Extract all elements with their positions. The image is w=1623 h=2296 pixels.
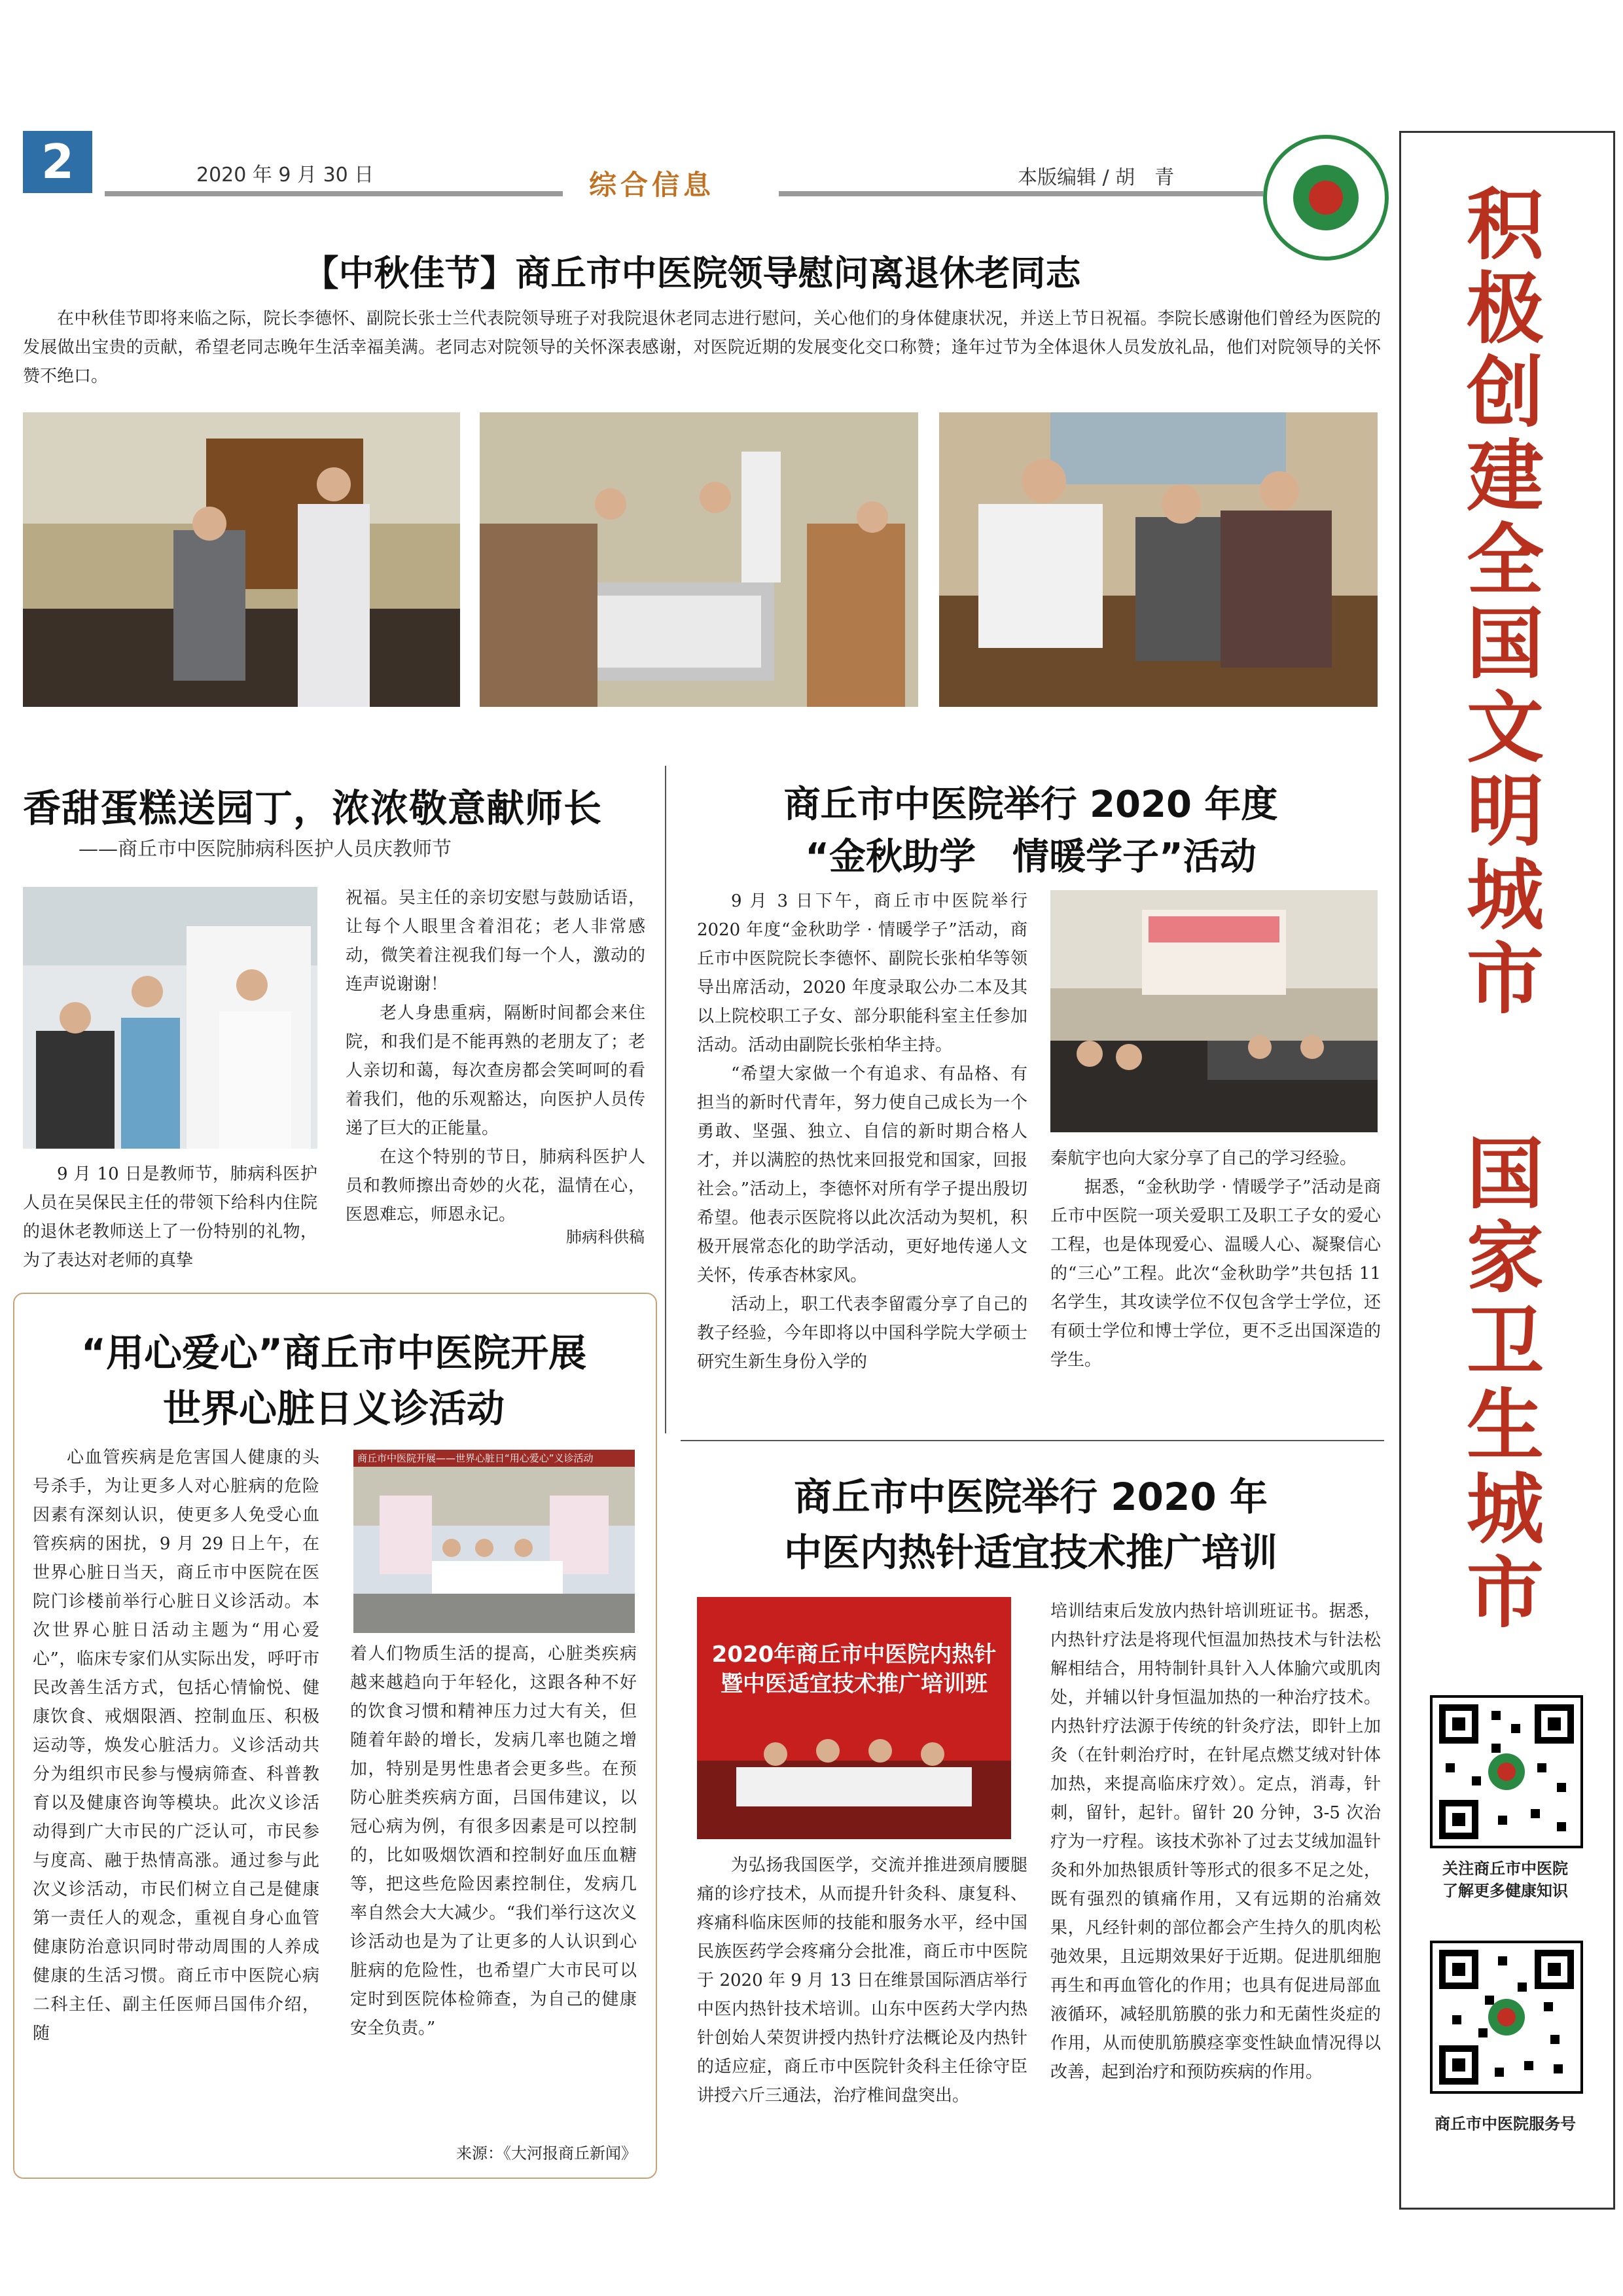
slogan-health-city: 国家卫生城市 xyxy=(1466,1128,1544,1638)
photo-training-banner-2: 暨中医适宜技术推广培训班 xyxy=(721,1671,988,1697)
article4-col1 xyxy=(33,1443,319,2048)
article3-title-2: “金秋助学 情暖学子”活动 xyxy=(805,836,1257,878)
photo-scholarship xyxy=(1050,890,1378,1132)
article2-col1-text: 9 月 10 日是教师节，肺病科医护人员在吴保民主任的带领下给科内住院的退休老教师送上了一份特别的礼物，为了表达对老师的真挚 xyxy=(23,1164,317,1270)
page-number: 2 xyxy=(23,131,92,193)
hospital-logo xyxy=(1263,135,1389,260)
article4-col1-text: 心血管疾病是危害国人健康的头号杀手，为让更多人对心脏病的危险因素有深刻认识，使更多人免受心血管疾病的困扰，9 月 29 日上午，在世界心脏日当天，商丘市中医院在医院门诊楼前举行心脏日义诊活动。本次世界心脏日活动主题为“用心爱心”，临床专家们从实际出发，呼吁市民改善生活方式，包括心情愉悦、健康饮食、戒烟限酒、控制血压、积极运动等，焕发心脏活力。义诊活动共分为组织市民参与慢病筛查、科普教育以及健康咨询等模块。此次义诊活动得到广大市民的广泛认可，市民参与度高、融于热情高涨。通过参与此次义诊活动，市民们树立自己是健康第一责任人的观念，重视自身心血管健康防治意识同时带动周围的人养成健康的生活习惯。商丘市中医院心病二科主任、副主任医师吕国伟介绍，随 xyxy=(33,1448,319,2043)
article3-col1 xyxy=(697,887,1027,1376)
photo-training-banner-1: 2020年商丘市中医院内热针 xyxy=(711,1641,997,1668)
article4-col2 xyxy=(350,1640,637,2043)
photo-visit-1 xyxy=(23,412,460,707)
article1-title: 【中秋佳节】商丘市中医院领导慰问离退休老同志 xyxy=(303,253,1081,294)
article5-title-2: 中医内热针适宜技术推广培训 xyxy=(783,1530,1277,1575)
section-title: 综合信息 xyxy=(589,169,715,201)
article1-text: 在中秋佳节即将来临之际，院长李德怀、副院长张士兰代表院领导班子对我院退休老同志进行慰问，关心他们的身体健康状况，并送上节日祝福。李院长感谢他们曾经为医院的发展做出宝贵的贡献，希望老同志晚年生活幸福美满。老同志对院领导的关怀深表感谢，对医院近期的发展变化交口称赞；逢年过节为全体退休人员发放礼品，他们对院领导的关怀赞不绝口。 xyxy=(23,309,1381,386)
photo-visit-2 xyxy=(480,412,918,707)
article-divider xyxy=(681,1440,1384,1441)
photo-training xyxy=(697,1597,1011,1839)
article2-col2 xyxy=(346,884,645,1229)
article3-col2 xyxy=(1050,1144,1381,1374)
article2-title: 香甜蛋糕送园丁，浓浓敬意献师长 xyxy=(23,786,603,831)
article2-credit: 肺病科供稿 xyxy=(566,1228,645,1246)
article3-p3: 活动上，职工代表李留霞分享了自己的教子经验，今年即将以中国科学院大学硕士研究生新生身份入学的 xyxy=(697,1295,1027,1372)
issue-date: 2020 年 9 月 30 日 xyxy=(196,164,374,187)
photo-heart-banner: 商丘市中医院开展——世界心脏日“用心爱心”义诊活动 xyxy=(357,1452,594,1464)
article5-col2 xyxy=(1050,1597,1381,2087)
header-rule-right xyxy=(779,191,1263,196)
slogan-civilized-city: 积极创建全国文明城市 xyxy=(1466,179,1544,1024)
article3-title-1: 商丘市中医院举行 2020 年度 xyxy=(783,783,1278,826)
article4-title-2: 世界心脏日义诊活动 xyxy=(162,1386,505,1431)
article2-p3: 在这个特别的节日，肺病科医护人员和教师擦出奇妙的火花，温情在心，医恩难忘，师恩永记。 xyxy=(346,1147,645,1225)
article2-col1 xyxy=(23,1160,317,1275)
article3-p2: “希望大家做一个有追求、有品格、有担当的新时代青年，努力使自己成长为一个勇敢、坚强、独立、自信的新时期合格人才，并以满腔的热忱来回报党和国家，回报社会。”活动上，李德怀对所有学子提出殷切希望。他表示医院将以此次活动为契机，积极开展常态化的助学活动，更好地传递人文关怀，传承杏林家风。 xyxy=(697,1064,1027,1285)
article5-col2-text: 培训结束后发放内热针培训班证书。据悉，内热针疗法是将现代恒温加热技术与针法松解相结合，用特制针具针入人体腧穴或肌肉处，并辅以针身恒温加热的一种治疗技术。内热针疗法源于传统的针灸疗法，即针上加灸（在针刺治疗时，在针尾点燃艾绒对针体加热，来提高临床疗效）。定点，消毒，针刺，留针，起针。留针 20 分钟，3-5 次治疗为一疗程。该技术弥补了过去艾绒加温针灸和外加热银质针等形式的很多不足之处，既有强烈的镇痛作用，又有远期的治痛效果，凡经针刺的部位都会产生持久的肌肉松弛效果，且远期效果好于近期。促进肌细胞再生和再血管化的作用；也具有促进局部血液循环，减轻肌筋膜的张力和无菌性炎症的作用，从而使肌筋膜痉挛变性缺血情况得以改善，起到治疗和预防疾病的作用。 xyxy=(1050,1602,1381,2082)
photo-heart-day xyxy=(353,1450,635,1633)
article1-body xyxy=(23,304,1381,391)
qr1-caption-line1: 关注商丘市中医院 xyxy=(1442,1859,1568,1878)
article2-subtitle: ——商丘市中医院肺病科医护人员庆教师节 xyxy=(79,838,452,861)
article2-p1: 祝福。吴主任的亲切安慰与鼓励话语，让每个人眼里含着泪花；老人非常感动，微笑着注视我们每一个人，激动的连声说谢谢！ xyxy=(346,888,645,994)
article4-col2-text: 着人们物质生活的提高，心脏类疾病越来越趋向于年轻化，这跟各种不好的饮食习惯和精神压力过大有关，但随着年龄的增长，发病几率也随之增加，特别是男性患者会更多些。在预防心脏类疾病方面，吕国伟建议，以冠心病为例，有很多因素是可以控制的，比如吸烟饮酒和控制好血压血糖等，把这些危险因素控制住，发病几率自然会大大减少。“我们举行这次义诊活动也是为了让更多的人认识到心脏病的危险性，也希望广大市民可以定时到医院体检筛查，为自己的健康安全负责。” xyxy=(350,1644,637,2038)
article4-title-1: “用心爱心”商丘市中医院开展 xyxy=(80,1331,587,1375)
editor-credit: 本版编辑 / 胡 青 xyxy=(1018,166,1175,189)
qr-code-service[interactable] xyxy=(1430,1941,1583,2094)
qr-code-wechat[interactable] xyxy=(1430,1695,1583,1848)
article5-title-1: 商丘市中医院举行 2020 年 xyxy=(794,1475,1268,1519)
photo-visit-3 xyxy=(939,412,1378,707)
article5-col1-text: 为弘扬我国医学，交流并推进颈肩腰腿痛的诊疗技术，从而提升针灸科、康复科、疼痛科临床医师的技能和服务水平，经中国民族医药学会疼痛分会批准，商丘市中医院于 2020 年 9 月 13 日在维景国际酒店举行中医内热针技术培训。山东中医药大学内热针创始人荣贺讲授内热针疗法概论及内热针的适应症，商丘市中医院针灸科主任徐守臣讲授六斤三通法，治疗椎间盘突出。 xyxy=(697,1856,1027,2106)
qr2-caption: 商丘市中医院服务号 xyxy=(1435,2115,1576,2133)
article5-col1 xyxy=(697,1851,1027,2110)
qr1-caption-line2: 了解更多健康知识 xyxy=(1442,1882,1568,1900)
article2-p2: 老人身患重病，隔断时间都会来住院，和我们是不能再熟的老朋友了；老人亲切和蔼，每次查房都会笑呵呵的看着我们，他的乐观豁达，向医护人员传递了巨大的正能量。 xyxy=(346,1003,645,1138)
article4-credit: 来源：《大河报商丘新闻》 xyxy=(456,2144,637,2162)
photo-teachers-day xyxy=(23,887,317,1149)
qr1-caption xyxy=(1407,1857,1603,1902)
article3-p5: 据悉，“金秋助学 · 情暖学子”活动是商丘市中医院一项关爱职工及职工子女的爱心工程，也是体现爱心、温暖人心、凝聚信心的“三心”工程。此次“金秋助学”共包括 11 名学生，其攻读学位不仅包含学士学位，还有硕士学位和博士学位，更不乏出国深造的学生。 xyxy=(1050,1177,1381,1370)
article3-p4: 秦航宇也向大家分享了自己的学习经验。 xyxy=(1050,1149,1357,1168)
header-rule-left xyxy=(105,191,563,196)
column-divider xyxy=(665,766,666,1433)
article3-p1: 9 月 3 日下午，商丘市中医院举行 2020 年度“金秋助学 · 情暖学子”活动，商丘市中医院院长李德怀、副院长张柏华等领导出席活动，2020 年度录取公办二本及其以上院校职工子女、部分职能科室主任参加活动。活动由副院长张柏华主持。 xyxy=(697,891,1027,1055)
